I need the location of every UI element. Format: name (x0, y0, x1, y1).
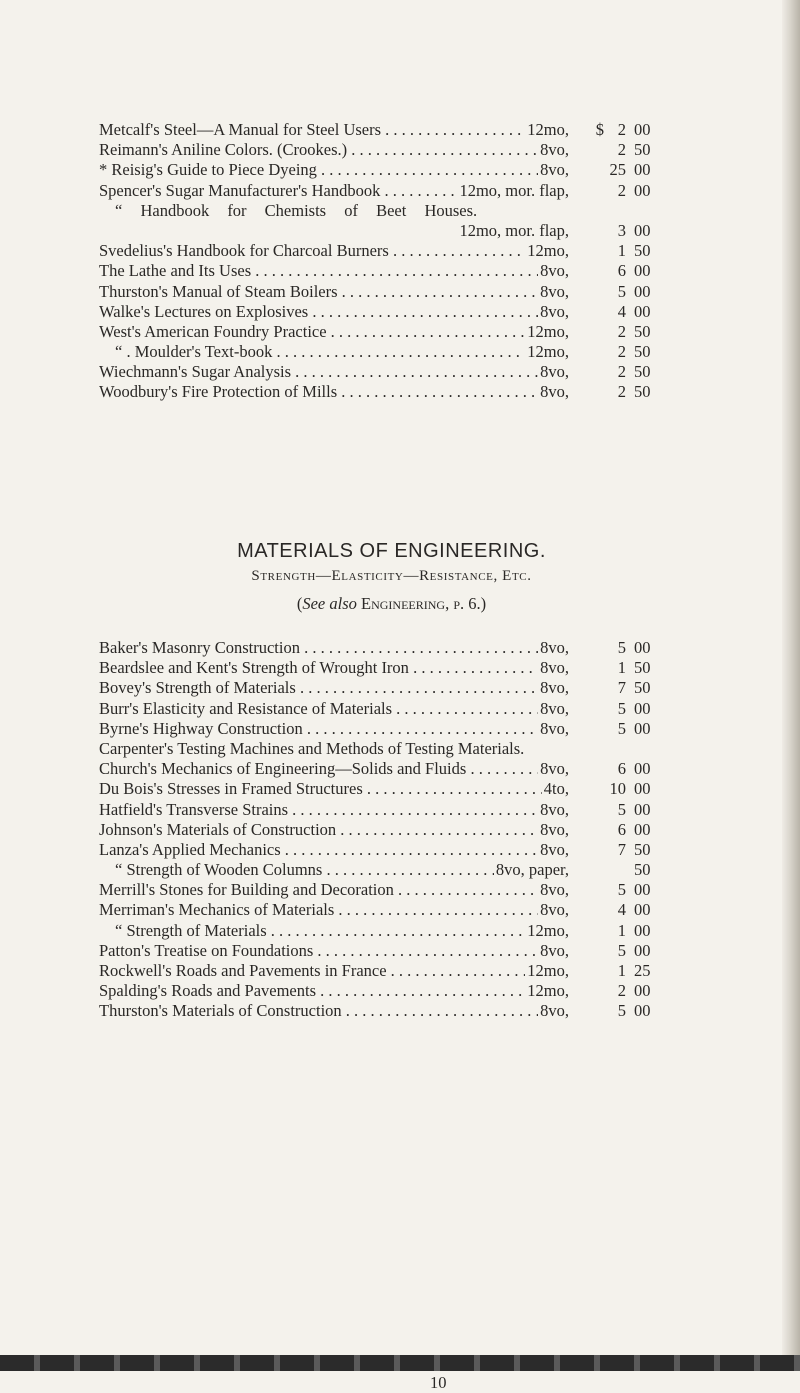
section-heading: MATERIALS OF ENGINEERING. (237, 540, 546, 562)
section-subheading: Strength—Elasticity—Resistance, Etc. (251, 568, 532, 584)
list-item (99, 860, 684, 880)
book-format: 8vo, (540, 940, 569, 960)
price-cents: 00 (634, 301, 651, 321)
price-cents: 50 (634, 342, 651, 362)
book-title: Du Bois's Stresses in Framed Structures (99, 779, 363, 799)
book-format: 8vo, (540, 261, 569, 281)
price-dollars: 6 (617, 819, 626, 839)
price-dollars: 1 (617, 961, 626, 980)
price-cents: 00 (634, 779, 651, 799)
book-title: The Lathe and Its Uses (99, 261, 252, 281)
price-cents: 00 (634, 819, 651, 839)
book-format: 8vo, (540, 759, 569, 779)
price-cents: 00 (634, 981, 651, 1001)
list-item (99, 921, 684, 941)
see-also-reference: Engineering, p. 6.) (356, 594, 487, 613)
price-cents: 50 (634, 382, 651, 402)
list-item (99, 638, 684, 658)
price-dollars: 1 (617, 920, 626, 940)
see-also-italic: See also (302, 594, 357, 613)
book-title: Thurston's Manual of Steam Boilers (99, 281, 338, 301)
price-dollars: 2 (617, 140, 626, 160)
list-item (99, 759, 684, 779)
book-format: 12mo, mor. flap, (459, 220, 569, 240)
price-dollars: 5 (617, 880, 626, 900)
price-dollars: 2 (617, 362, 626, 382)
book-title: Metcalf's Steel—A Manual for Steel Users (99, 120, 382, 139)
price-cents: 00 (634, 220, 651, 240)
book-title: Patton's Treatise on Foundations (99, 940, 314, 960)
book-title: Spencer's Sugar Manufacturer's Handbook (99, 180, 381, 200)
price-cents: 00 (634, 799, 651, 819)
book-list-top (99, 120, 684, 403)
book-format: 8vo, paper, (495, 860, 569, 880)
scan-bottom-band (0, 1355, 800, 1371)
list-item (99, 160, 684, 180)
book-title: Lanza's Applied Mechanics (99, 839, 281, 859)
price-dollars: 4 (617, 301, 626, 321)
book-format: 8vo, (540, 658, 569, 678)
list-item (99, 342, 684, 362)
price-dollars: 2 (617, 981, 626, 1001)
see-also-open: ( (296, 594, 303, 613)
list-item (99, 678, 684, 698)
list-item (99, 820, 684, 840)
book-title: “ . Moulder's Text-book (115, 342, 273, 362)
price-cents: 00 (634, 940, 651, 960)
price-dollars: 2 (617, 120, 626, 139)
price-dollars: 5 (617, 718, 626, 738)
book-format: 12mo, (527, 241, 569, 261)
price-dollars: 6 (617, 759, 626, 779)
book-format: 12mo, mor. flap, (459, 180, 569, 200)
price-cents: 00 (634, 920, 651, 940)
price-dollars: 2 (617, 342, 626, 362)
book-title: “ Strength of Materials (115, 920, 267, 940)
price-dollars: 5 (617, 1001, 626, 1021)
book-format: 8vo, (540, 140, 569, 160)
list-item (99, 362, 684, 382)
price-dollars: 25 (609, 160, 626, 180)
price-cents: 50 (634, 362, 651, 382)
price-cents: 50 (634, 241, 651, 261)
book-title: Walke's Lectures on Explosives (99, 301, 309, 321)
price-cents: 25 (634, 961, 651, 980)
book-title: Thurston's Materials of Construction (99, 1001, 342, 1021)
price-cents: 00 (634, 281, 651, 301)
book-format: 8vo, (540, 1001, 569, 1021)
book-title: West's American Foundry Practice (99, 321, 327, 341)
page-edge-shadow (782, 0, 800, 1371)
price-cents: 00 (634, 120, 651, 139)
list-item (99, 322, 684, 342)
price-dollars: 2 (617, 180, 626, 200)
book-title: Merriman's Mechanics of Materials (99, 900, 335, 920)
book-format: 8vo, (540, 281, 569, 301)
book-format: 8vo, (540, 718, 569, 738)
list-item (99, 961, 684, 981)
book-format: 12mo, (527, 961, 569, 980)
price-cents: 50 (634, 839, 651, 859)
book-list-materials (99, 638, 684, 1022)
price-dollars: 7 (617, 678, 626, 698)
price-dollars: 7 (617, 839, 626, 859)
list-item (99, 1001, 684, 1021)
book-title: Merrill's Stones for Building and Decoration (99, 880, 394, 900)
book-title: Baker's Masonry Construction (99, 638, 300, 657)
list-item (99, 800, 684, 820)
list-item (99, 840, 684, 860)
price-cents: 50 (634, 140, 651, 160)
list-item (99, 739, 684, 759)
price-dollars: 2 (617, 382, 626, 402)
price-cents: 00 (634, 261, 651, 281)
price-cents: 00 (634, 900, 651, 920)
currency-sign: $ (595, 120, 604, 139)
book-title: Hatfield's Transverse Strains (99, 799, 289, 819)
price-cents: 00 (634, 160, 651, 180)
book-format: 12mo, (527, 920, 569, 940)
list-item (99, 699, 684, 719)
book-title: * Reisig's Guide to Piece Dyeing (99, 160, 317, 180)
price-cents: 00 (634, 759, 651, 779)
list-item (99, 981, 684, 1001)
price-cents: 00 (634, 718, 651, 738)
list-item (99, 900, 684, 920)
list-item (99, 201, 684, 241)
book-format: 8vo, (540, 301, 569, 321)
book-format: 8vo, (540, 900, 569, 920)
book-format: 12mo, (527, 321, 569, 341)
list-item (99, 658, 684, 678)
price-cents: 00 (634, 880, 651, 900)
book-title: Svedelius's Handbook for Charcoal Burners (99, 241, 389, 261)
list-item (99, 719, 684, 739)
book-format: 12mo, (527, 342, 569, 362)
book-format: 8vo, (540, 799, 569, 819)
book-format: 12mo, (527, 981, 569, 1001)
price-cents: 50 (634, 678, 651, 698)
price-dollars: 4 (617, 900, 626, 920)
book-format: 8vo, (540, 638, 569, 657)
price-cents: 00 (634, 180, 651, 200)
book-title: Rockwell's Roads and Pavements in France (99, 961, 387, 980)
book-title: Bovey's Strength of Materials (99, 678, 296, 698)
book-format: 12mo, (527, 120, 569, 139)
price-dollars: 5 (617, 799, 626, 819)
list-item (99, 302, 684, 322)
list-item (99, 261, 684, 281)
book-format: 8vo, (540, 880, 569, 900)
price-dollars: 5 (617, 698, 626, 718)
book-format: 8vo, (540, 382, 569, 402)
price-cents: 00 (634, 638, 651, 657)
book-title: Byrne's Highway Construction (99, 718, 303, 738)
price-cents: 00 (634, 1001, 651, 1021)
price-dollars: 1 (617, 658, 626, 678)
price-dollars: 5 (617, 940, 626, 960)
price-dollars: 6 (617, 261, 626, 281)
book-format: 8vo, (540, 362, 569, 382)
book-title: Johnson's Materials of Construction (99, 819, 337, 839)
price-dollars: 5 (617, 281, 626, 301)
list-item (99, 120, 684, 140)
book-title: Wiechmann's Sugar Analysis (99, 362, 292, 382)
book-title: Reimann's Aniline Colors. (Crookes.) (99, 140, 348, 160)
list-item (99, 779, 684, 799)
price-cents: 50 (634, 321, 651, 341)
list-item (99, 382, 684, 402)
book-format: 4to, (543, 779, 569, 799)
book-title: Spalding's Roads and Pavements (99, 981, 316, 1001)
book-format: 8vo, (540, 839, 569, 859)
page-number: 10 (430, 1373, 447, 1392)
book-title: Burr's Elasticity and Resistance of Materials (99, 698, 393, 718)
list-item (99, 241, 684, 261)
price-dollars: 2 (617, 321, 626, 341)
see-also-note (99, 594, 684, 614)
price-cents: 50 (634, 658, 651, 678)
price-dollars: 1 (617, 241, 626, 261)
price-cents: 50 (634, 860, 651, 880)
book-format: 8vo, (540, 678, 569, 698)
list-item (99, 181, 684, 201)
list-item (99, 941, 684, 961)
price-dollars: 5 (617, 638, 626, 657)
book-format: 8vo, (540, 160, 569, 180)
price-dollars: 3 (617, 220, 626, 240)
book-title: Woodbury's Fire Protection of Mills (99, 382, 338, 402)
list-item (99, 282, 684, 302)
book-title: Church's Mechanics of Engineering—Solids and Fluids (99, 759, 467, 779)
book-title: Carpenter's Testing Machines and Methods of Testing Materials. (99, 738, 525, 758)
book-title: “ Handbook for Chemists of Beet Houses. (115, 200, 478, 220)
book-title: Beardslee and Kent's Strength of Wrought Iron (99, 658, 409, 678)
list-item (99, 140, 684, 160)
book-format: 8vo, (540, 698, 569, 718)
price-cents: 00 (634, 698, 651, 718)
price-dollars: 10 (609, 779, 626, 799)
book-title: “ Strength of Wooden Columns (115, 860, 323, 880)
book-format: 8vo, (540, 819, 569, 839)
list-item (99, 880, 684, 900)
